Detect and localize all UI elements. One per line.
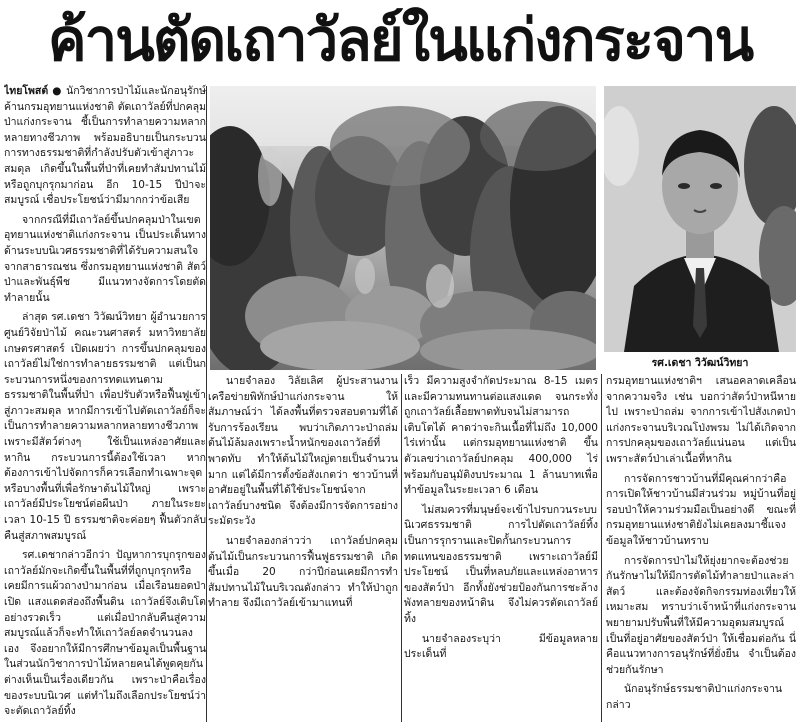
paragraph: ล่าสุด รศ.เดชา วิวัฒน์วิทยา ผู้อำนวยการศูนย์วิจัยป่าไม้ คณะวนศาสตร์ มหาวิทยาลัยเกษตรศาสตร์ เปิดเผยว่า การขึ้นปกคลุมของเถาวัลย์ไม่ใช่การทำลายธรรมชาติ แต่เป็นกระบวนการหนึ่งของการทดแทนตามธรรมชาติในพื้นที่ป่า เพื่อปรับตัวหรือฟื้นฟูเข้าสู่ภาวะสมดุล หากมีการเข้าไปตัดเถาวัลย์ก็จะเป็นการทำลายความหลากหลายทางชีวภาพ เพราะมีสัตว์ต่างๆ ใช้เป็นแหล่งอาศัยและหากิน กระบวนการนี้ต้องใช้เวลา หากต้องการเข้าไปจัดการก็ควรเลือกทำเฉพาะจุดหรือบางพื้นที่เพื่อรักษาต้นไม้ใหญ่ เพราะเถาวัลย์มีประโยชน์ต่อผืนป่า ภายในระยะเวลา 10-15 ปี ธรรมชาติจะค่อยๆ ฟื้นตัวกลับคืนสู่สภาพสมบูรณ์: [4, 311, 206, 542]
paragraph: รศ.เดชากล่าวอีกว่า ปัญหาการบุกรุกของเถาวัลย์มักจะเกิดขึ้นในพื้นที่ที่ถูกบุกรุกหรือเคยมีการแผ้วถางป่ามาก่อน เมื่อเรือนยอดป่าเปิด แสงแดดส่องถึงพื้นดิน เถาวัลย์จึงเติบโตอย่างรวดเร็ว แต่เมื่อป่ากลับคืนสู่ความสมบูรณ์แล้วก็จะทำให้เถาวัลย์ลดจำนวนลงเอง จึงอยากให้มีการศึกษาข้อมูลเป็นพื้นฐาน ในส่วนนักวิชาการป่าไม้หลายคนได้พูดคุยกันต่างเห็นเป็นเรื่องเดียวกัน เพราะป่าคือเรื่องของระบบนิเวศ แต่ทำไมถึงเลือกประโยชน์ว่าจะตัดเถาวัลย์ทิ้ง: [4, 549, 206, 718]
byline: ไทยโพสต์: [4, 85, 49, 97]
paragraph: จากกรณีที่มีเถาวัลย์ขึ้นปกคลุมป่าในเขตอุทยานแห่งชาติแก่งกระจาน เป็นประเด็นทางด้านระบบนิเวศธรรมชาติที่ได้รับความสนใจจากสาธารณชน ซึ่งกรมอุทยานแห่งชาติ สัตว์ป่าและพันธุ์พืช มีแนวทางจัดการโดยตัดทำลายนั้น: [4, 213, 206, 304]
article-column-left: [4, 84, 206, 724]
article-column-right: [606, 374, 796, 724]
photo-caption: รศ.เดชา วิวัฒน์วิทยา: [651, 357, 749, 369]
headline: ค้านตัดเถาวัลย์ในแก่งกระจาน: [47, 6, 753, 74]
paragraph: นายจำลองกล่าวว่า เถาวัลย์ปกคลุมต้นไม้เป็นกระบวนการฟื้นฟูธรรมชาติ เกิดขึ้นเมื่อ 20 กว่าปีก่อนเคยมีการทำสัมปทานไม้ในบริเวณดังกล่าว ทำให้ป่าถูกทำลาย จึงมีเถาวัลย์เข้ามาแทนที่: [208, 534, 398, 610]
column-rule-mid: [401, 374, 402, 722]
column-rule-right: [601, 374, 602, 722]
paragraph: นายจำลองระบุว่า มีข้อมูลหลายประเด็นที่: [404, 632, 598, 661]
portrait-photo: [604, 86, 796, 352]
paragraph: นักอนุรักษ์ธรรมชาติป่าแก่งกระจานกล่าว: [606, 683, 783, 711]
article-column-middle-b: [404, 374, 598, 724]
forest-vine-photo: [210, 86, 596, 370]
paragraph: ไม่สมควรที่มนุษย์จะเข้าไปรบกวนระบบนิเวศธรรมชาติ การไปตัดเถาวัลย์ทิ้งเป็นการรุกรานและปิดกั้นกระบวนการทดแทนของธรรมชาติ เพราะเถาวัลย์มีประโยชน์ เป็นที่หลบภัยและแหล่งอาหารของสัตว์ป่า อีกทั้งยังช่วยป้องกันการชะล้างพังทลายของหน้าดิน จึงไม่ควรตัดเถาวัลย์ทิ้ง: [404, 503, 598, 625]
column-rule-left: [206, 86, 207, 722]
paragraph: การจัดการชาวบ้านที่มีคุณค่ากว่าคือ การเปิดให้ชาวบ้านมีส่วนร่วม หมู่บ้านที่อยู่รอบป่าให้ความร่วมมือเป็นอย่างดี ขณะที่กรมอุทยานแห่งชาติยังไม่เคยลงมาชี้แจงข้อมูลให้ชาวบ้านทราบ: [606, 472, 796, 547]
lead-paragraph: ไทยโพสต์ ● นักวิชาการป่าไม้และนักอนุรักษ์ค้านกรมอุทยานแห่งชาติ ตัดเถาวัลย์ที่ปกคลุมป่าแก่งกระจาน ชี้เป็นการทำลายความหลากหลายทางชีวภาพ พร้อมอธิบายเป็นกระบวนการทางธรรมชาติที่กำลังปรับตัวเข้าสู่ภาวะสมดุล เกิดขึ้นในพื้นที่ป่าที่เคยทำสัมปทานไม้หรือถูกบุกรุกมาก่อน อีก 10-15 ปีป่าจะสมบูรณ์ เชื่อประโยชน์ว่ามีมากกว่าข้อเสีย: [4, 85, 206, 207]
paragraph-text: นักวิชาการป่าไม้และนักอนุรักษ์ค้านกรมอุทยานแห่งชาติ ตัดเถาวัลย์ที่ปกคลุมป่าแก่งกระจาน ชี้เป็นการทำลายความหลากหลายทางชีวภาพ พร้อมอธิบายเป็นกระบวนการทางธรรมชาติที่กำลังปรับตัวเข้าสู่ภาวะสมดุล เกิดขึ้นในพื้นที่ป่าที่เคยทำสัมปทานไม้หรือถูกบุกรุกมาก่อน อีก 10-15 ปีป่าจะสมบูรณ์ เชื่อประโยชน์ว่ามีมากกว่าข้อเสีย: [4, 85, 206, 207]
paragraph: เร็ว มีความสูงจำกัดประมาณ 8-15 เมตร และมีความทนทานต่อแสงแดด จนกระทั่งถูกเถาวัลย์เลื้อยพาดทับจนไม่สามารถเติบโตได้ คาดว่าจะกินเนื้อที่ไม่ถึง 10,000 ไร่เท่านั้น แต่กรมอุทยานแห่งชาติ ขึ้นตัวเลขว่าเถาวัลย์ปกคลุม 400,000 ไร่ พร้อมกับอนุมัติงบประมาณ 1 ล้านบาทเพื่อทำข้อมูลในระยะเวลา 6 เดือน: [404, 375, 598, 497]
paragraph: กรมอุทยานแห่งชาติฯ เสนอคลาดเคลื่อนจากความจริง เช่น บอกว่าสัตว์ป่าหนีหายไป เพราะป่าถล่ม จากการเข้าไปสังเกตป่าแก่งกระจานบริเวณโป่งพรม ไม่ได้เกิดจากการปกคลุมของเถาวัลย์แน่นอน แต่เป็นเพราะสัตว์ป่าเล่าเนื้อที่หากิน: [606, 375, 796, 465]
article-column-middle-a: [208, 374, 398, 724]
paragraph: นายจำลอง วิลัยเลิศ ผู้ประสานงานเครือข่ายพิทักษ์ป่าแก่งกระจาน ให้สัมภาษณ์ว่า ได้ลงพื้นที่ตรวจสอบตามที่ได้รับการร้องเรียน พบว่าเกิดภาวะป่าถล่ม ต้นไม้ล้มลงเพราะน้ำหนักของเถาวัลย์ที่พาดทับ ทำให้ต้นไม้ใหญ่ตายเป็นจำนวนมาก แต่ได้มีการตั้งข้อสังเกตว่า ชาวบ้านที่อาศัยอยู่ในพื้นที่ได้ใช้ประโยชน์จากเถาวัลย์บางชนิด จึงต้องมีการจัดการอย่างระมัดระวัง: [208, 375, 398, 528]
paragraph: การจัดการป่าไม่ให้ยุ่งยากจะต้องช่วยกันรักษาไม่ให้มีการตัดไม้ทำลายป่าและล่าสัตว์ และต้องจัดกิจกรรมท่องเที่ยวให้เหมาะสม ทราบว่าเจ้าหน้าที่แก่งกระจานพยายามปรับพื้นที่ให้มีความอุดมสมบูรณ์ เป็นที่อยู่อาศัยของสัตว์ป่า ให้เชื่อมต่อกัน นี่คือแนวทางการอนุรักษ์ที่ยั่งยืน จำเป็นต้องช่วยกันรักษา: [606, 554, 796, 676]
